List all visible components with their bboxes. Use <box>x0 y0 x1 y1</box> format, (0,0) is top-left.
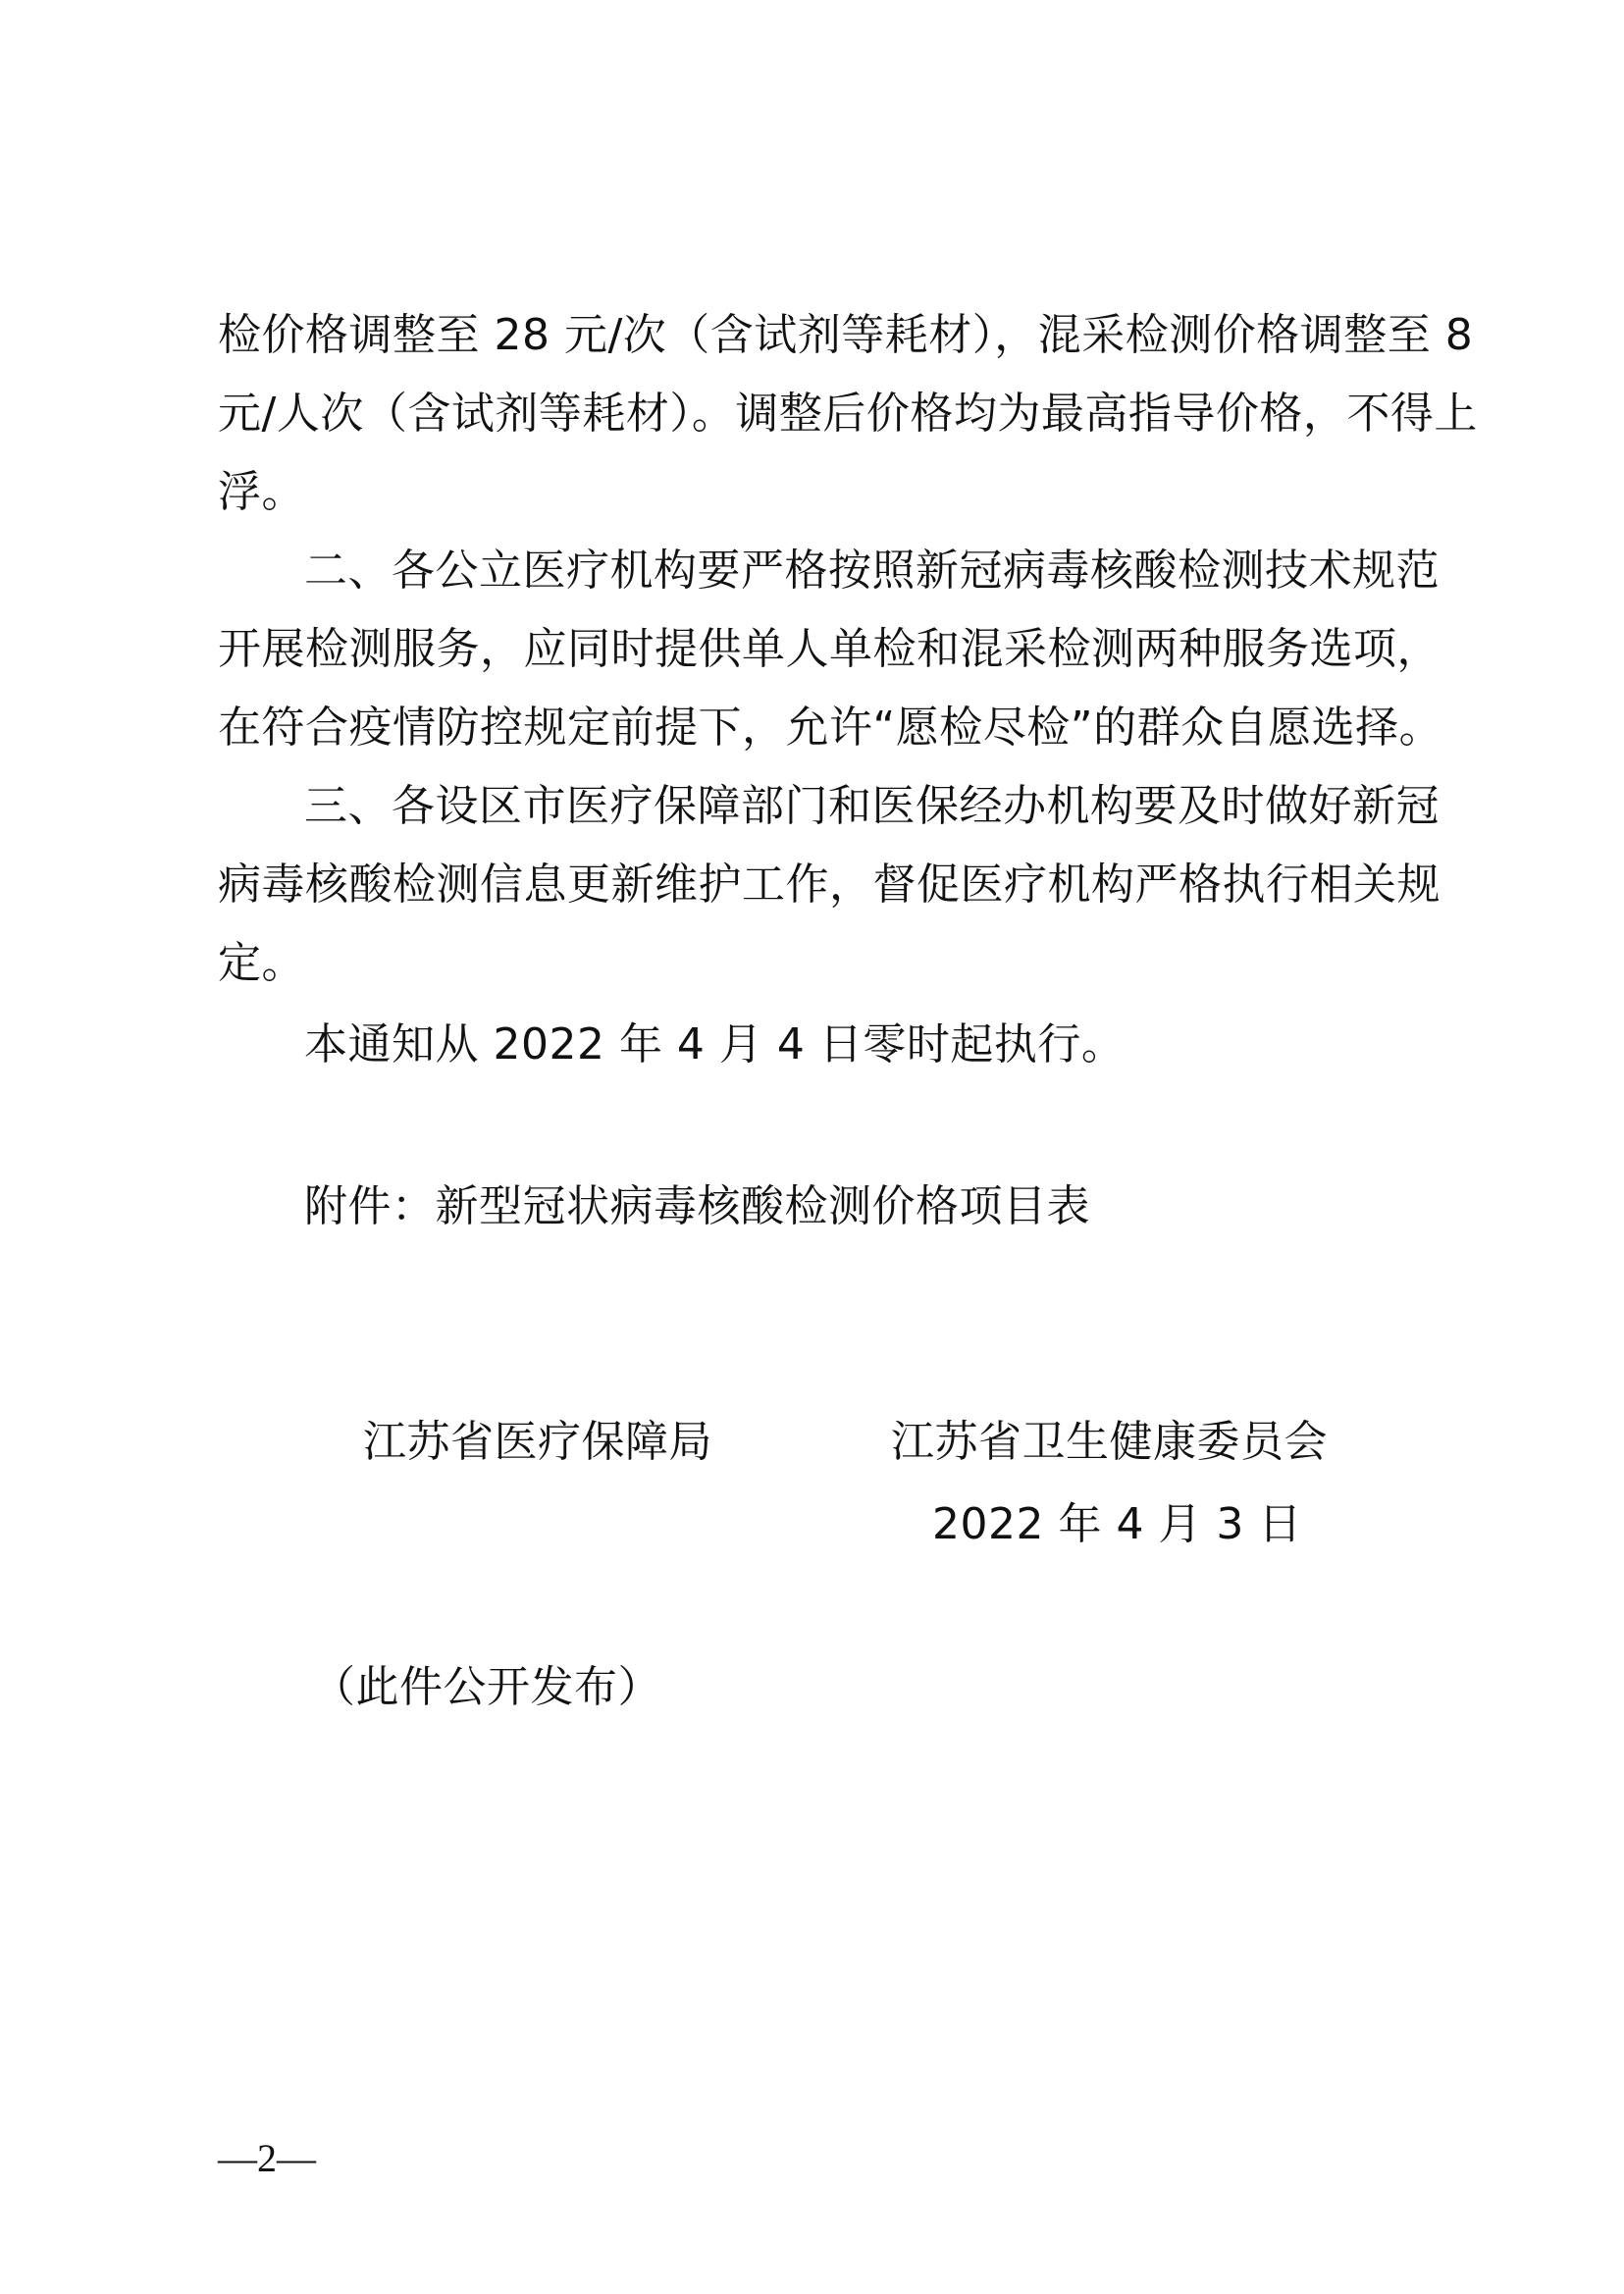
effective-date-line: 本通知从 2022 年 4 月 4 日零时起执行。 <box>304 1019 1126 1069</box>
paragraph-3-line-3: 定。 <box>218 938 305 988</box>
body-line-2: 元/人次（含试剂等耗材）。调整后价格均为最高指导价格，不得上 <box>218 389 1478 439</box>
paragraph-3-line-2: 病毒核酸检测信息更新维护工作，督促医疗机构严格执行相关规 <box>218 860 1441 910</box>
paragraph-3-line-1: 三、各设区市医疗保障部门和医保经办机构要及时做好新冠 <box>304 781 1440 831</box>
paragraph-2-line-2: 开展检测服务，应同时提供单人单检和混采检测两种服务选项， <box>218 624 1441 674</box>
paragraph-2-line-1: 二、各公立医疗机构要严格按照新冠病毒核酸检测技术规范 <box>304 546 1440 596</box>
attachment-line: 附件：新型冠状病毒核酸检测价格项目表 <box>304 1181 1090 1231</box>
body-line-1: 检价格调整至 28 元/次（含试剂等耗材），混采检测价格调整至 8 <box>218 310 1474 360</box>
signatory-left: 江苏省医疗保障局 <box>363 1417 712 1467</box>
issue-date: 2022 年 4 月 3 日 <box>932 1499 1302 1549</box>
page-number: —2— <box>218 2136 316 2180</box>
disclosure-note: （此件公开发布） <box>312 1662 661 1712</box>
body-line-3: 浮。 <box>218 467 305 517</box>
signatory-right: 江苏省卫生健康委员会 <box>891 1417 1328 1467</box>
paragraph-2-line-3: 在符合疫情防控规定前提下，允许“愿检尽检”的群众自愿选择。 <box>218 703 1443 753</box>
